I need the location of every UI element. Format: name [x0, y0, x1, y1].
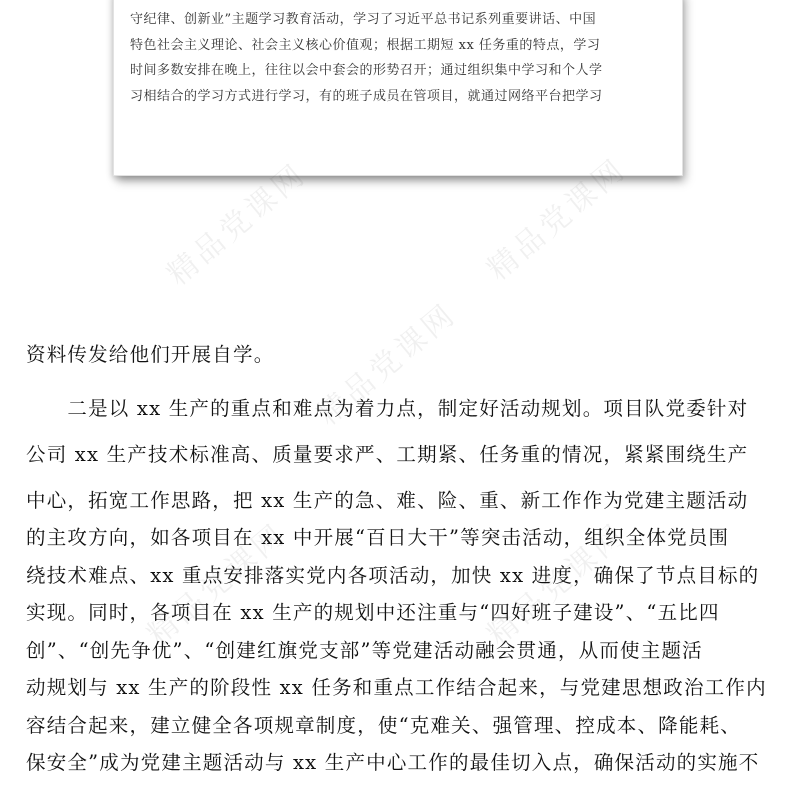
- body-line: 实现。同时，各项目在 xx 生产的规划中还注重与“四好班子建设”、“五比四: [26, 601, 720, 624]
- card-text-block: [130, 7, 664, 109]
- body-line: 的主攻方向，如各项目在 xx 中开展“百日大干”等突击活动，组织全体党员围: [26, 526, 730, 549]
- quoted-document-card: [114, 0, 682, 175]
- body-line: 动规划与 xx 生产的阶段性 xx 任务和重点工作结合起来，与党建思想政治工作内: [26, 676, 767, 699]
- body-line: 公司 xx 生产技术标准高、质量要求严、工期紧、任务重的情况，紧紧围绕生产: [26, 443, 749, 466]
- card-line: 特色社会主义理论、社会主义核心价值观；根据工期短 xx 任务重的特点，学习: [130, 37, 601, 53]
- body-line: 中心，拓宽工作思路，把 xx 生产的急、难、险、重、新工作作为党建主题活动: [26, 489, 749, 512]
- body-line: 保安全”成为党建主题活动与 xx 生产中心工作的最佳切入点，确保活动的实施不: [26, 751, 760, 774]
- body-line: 创”、“创先争优”、“创建红旗党支部”等党建活动融会贯通，从而使主题活: [26, 639, 703, 662]
- watermark: 精品党课网: [310, 296, 464, 433]
- watermark: 精品党课网: [480, 151, 634, 288]
- body-line: 容结合起来，建立健全各项规章制度，使“克难关、强管理、控成本、降能耗、: [26, 714, 741, 737]
- card-line: 守纪律、创新业”主题学习教育活动，学习了习近平总书记系列重要讲话、中国: [130, 12, 597, 27]
- body-line: 绕技术难点、xx 重点安排落实党内各项活动，加快 xx 进度，确保了节点目标的: [26, 564, 760, 587]
- watermark: 精品党课网: [140, 516, 294, 653]
- body-line: 二是以 xx 生产的重点和难点为着力点，制定好活动规划。项目队党委针对: [26, 397, 749, 420]
- card-line: 时间多数安排在晚上，往往以会中套会的形势召开；通过组织集中学习和个人学: [130, 63, 603, 78]
- watermark: 精品党课网: [160, 156, 314, 293]
- body-line: 资料传发给他们开展自学。: [26, 343, 275, 366]
- watermark: 精品党课网: [480, 516, 634, 653]
- card-line: 习相结合的学习方式进行学习，有的班子成员在管项目，就通过网络平台把学习: [130, 88, 603, 104]
